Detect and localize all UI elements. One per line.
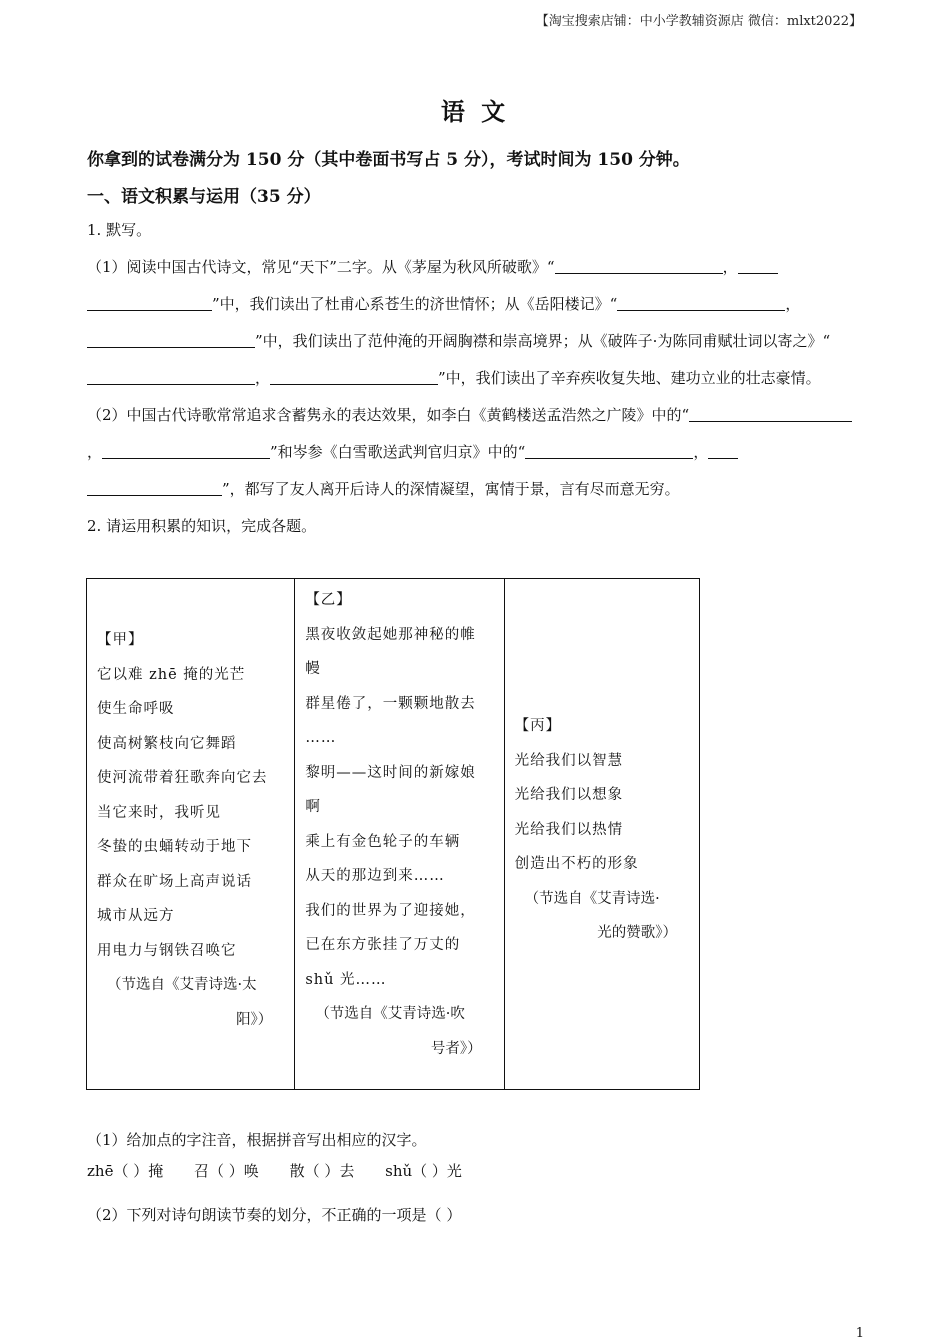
poem-source: 光的赞歌》） [597, 925, 677, 941]
poem-label: 【丙】 [514, 718, 562, 734]
poem-label: 【甲】 [97, 632, 144, 648]
question-1 [87, 212, 857, 545]
exam-intro: 你拿到的试卷满分为 150 分（其中卷面书写占 5 分），考试时间为 150 分钟。 [87, 150, 690, 170]
poem-line: 群众在旷场上高声说话 [97, 873, 252, 890]
text-fragment: （2）中国古代诗歌常常追求含蓄隽永的表达效果，如李白《黄鹤楼送孟浩然之广陵》中的“ [87, 406, 690, 424]
answer-blank[interactable] [784, 420, 852, 422]
poem-line: 使高树繁枝向它舞蹈 [97, 735, 237, 752]
poem-line: 黎明——这时间的新嫁娘 [305, 764, 476, 781]
poem-line: 群星倦了，一颗颗地散去 [305, 695, 476, 712]
poem-line: 当它来时，我听见 [97, 804, 221, 821]
text-fragment: ， [255, 369, 271, 387]
answer-blank[interactable] [525, 457, 693, 459]
header-note: 【淘宝搜索店铺：中小学教辅资源店 微信：mlxt2022】 [535, 14, 862, 29]
section-heading: 一、语文积累与运用（35 分） [87, 187, 321, 207]
question-1-part-2 [87, 397, 857, 508]
poem-line: 已在东方张挂了万丈的 [305, 937, 461, 953]
question-2-title: 2. 请运用积累的知识，完成各题。 [87, 517, 317, 535]
poem-source: 号者》） [430, 1040, 482, 1057]
poem-line: 黑夜收敛起她那神秘的帷 [305, 626, 476, 643]
poem-line: 它以难 zhē 掩的光芒 [97, 666, 246, 683]
question-1-title: 1. 默写。 [87, 221, 152, 239]
poem-line: 光给我们以热情 [514, 821, 624, 838]
poem-line: 创造出不朽的形象 [514, 856, 639, 872]
page-title: 语 文 [440, 97, 510, 126]
pinyin-item[interactable]: 召（ ）唤 [194, 1162, 259, 1180]
poem-label: 【乙】 [305, 592, 352, 608]
poem-source: 阳》） [236, 1011, 273, 1028]
text-fragment: ”中，我们读出了辛弃疾收复失地、建功立业的壮志豪情。 [438, 369, 821, 387]
poem-source: （节选自《艾青诗选·太 [107, 977, 257, 993]
text-fragment: （1）阅读中国古代诗文，常见“天下”二字。从《茅屋为秋风所破歌》“ [87, 258, 555, 276]
poem-source: （节选自《艾青诗选· [524, 890, 660, 907]
poem-line: 从天的那边到来…… [305, 868, 445, 884]
poem-line: 我们的世界为了迎接她， [305, 902, 476, 919]
poem-line: 光给我们以想象 [514, 787, 624, 803]
answer-blank[interactable] [708, 457, 738, 459]
poem-source: （节选自《艾青诗选·吹 [315, 1006, 465, 1022]
answer-blank[interactable] [87, 346, 255, 348]
answer-blank[interactable] [555, 272, 723, 274]
answer-blank[interactable] [87, 383, 255, 385]
text-fragment: ”和岑参《白雪歌送武判官归京》中的“ [270, 443, 526, 461]
text-fragment: ， [722, 258, 738, 276]
pinyin-item[interactable]: zhē（ ）掩 [87, 1162, 164, 1180]
poem-jia-cell [87, 579, 295, 1089]
answer-blank[interactable] [689, 420, 784, 422]
answer-blank[interactable] [87, 494, 222, 496]
answer-blank[interactable] [617, 309, 785, 311]
page-number: 1 [855, 1326, 864, 1341]
question-2-sub-1: （1）给加点的字注音，根据拼音写出相应的汉字。 [87, 1131, 427, 1149]
answer-blank[interactable] [738, 272, 778, 274]
poem-line: …… [305, 730, 337, 746]
poem-line: 啊 [305, 799, 321, 815]
answer-blank[interactable] [102, 457, 270, 459]
text-fragment: ”，都写了友人离开后诗人的深情凝望，寓情于景，言有尽而意无穷。 [222, 480, 680, 498]
poem-line: 城市从远方 [97, 908, 175, 924]
poem-yi-cell [295, 579, 504, 1089]
poem-line: 使河流带着狂歌奔向它去 [97, 770, 268, 786]
answer-blank[interactable] [87, 309, 212, 311]
text-fragment: ， [785, 295, 801, 313]
poem-bing-cell [505, 579, 699, 1089]
poem-line: 光给我们以智慧 [514, 752, 624, 769]
pinyin-item[interactable]: 散（ ）去 [289, 1162, 355, 1180]
text-fragment: ， [693, 443, 709, 461]
question-1-part-1 [87, 249, 857, 397]
poem-line: 使生命呼吸 [97, 701, 175, 717]
question-2-sub-2: （2）下列对诗句朗读节奏的划分，不正确的一项是（ ） [87, 1206, 462, 1224]
poem-line: 冬蛰的虫蛹转动于地下 [97, 839, 252, 855]
poem-line: 幔 [305, 661, 321, 677]
poem-line: 用电力与钢铁召唤它 [97, 942, 237, 959]
text-fragment: ， [87, 443, 103, 461]
poem-line: 乘上有金色轮子的车辆 [305, 833, 461, 850]
pinyin-row [87, 1160, 462, 1181]
text-fragment: ”中，我们读出了杜甫心系苍生的济世情怀；从《岳阳楼记》“ [212, 295, 618, 313]
pinyin-item[interactable]: shǔ（ ）光 [385, 1162, 462, 1180]
text-fragment: ”中，我们读出了范仲淹的开阔胸襟和崇高境界；从《破阵子·为陈同甫赋壮词以寄之》“ [255, 332, 831, 350]
answer-blank[interactable] [270, 383, 438, 385]
poem-line: shǔ 光…… [305, 971, 387, 988]
poem-table [86, 578, 700, 1090]
